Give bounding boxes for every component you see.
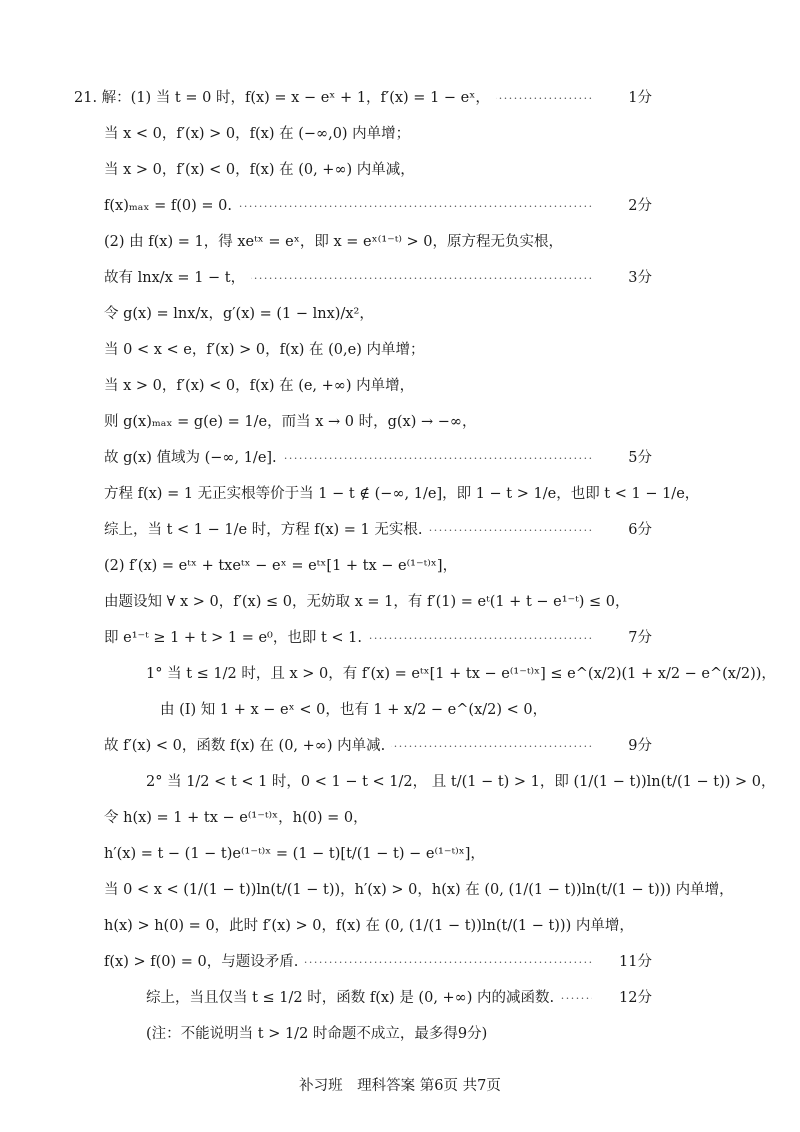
solution-line-22 — [104, 844, 652, 864]
line-text: f(x) > f(0) = 0，与题设矛盾. — [104, 954, 304, 970]
solution-line-19 — [104, 736, 652, 756]
solution-line-26 — [146, 988, 652, 1008]
line-text: 即 e¹⁻ᵗ ≥ 1 + t > 1 = e⁰，也即 t < 1. — [104, 630, 368, 646]
score-label: 1分 — [622, 88, 652, 108]
solution-line-6 — [104, 268, 652, 288]
line-text: 当 0 < x < (1/(1 − t))ln(t/(1 − t))，h′(x) > 0，h(x) 在 (0, (1/(1 − t))ln(t/(1 − t))) 内单增， — [104, 882, 740, 898]
page-footer: 补习班 理科答案 第6页 共7页 — [299, 1078, 501, 1094]
solution-line-1 — [74, 88, 652, 108]
line-text: h′(x) = t − (1 − t)e⁽¹⁻ᵗ⁾ˣ = (1 − t)[t/(1 − t) − e⁽¹⁻ᵗ⁾ˣ]， — [104, 846, 491, 862]
line-text: 故 f′(x) < 0，函数 f(x) 在 (0, +∞) 内单减. — [104, 738, 391, 754]
line-text: 2° 当 1/2 < t < 1 时，0 < 1 − t < 1/2， 且 t/(1 − t) > 1，即 (1/(1 − t))ln(t/(1 − t)) > 0， — [146, 774, 782, 790]
score-label: 3分 — [622, 268, 652, 288]
line-text: 当 0 < x < e，f′(x) > 0，f(x) 在 (0,e) 内单增； — [104, 342, 431, 358]
solution-line-5 — [104, 232, 652, 252]
solution-line-8 — [104, 340, 652, 360]
line-text: 当 x < 0，f′(x) > 0，f(x) 在 (−∞,0) 内单增； — [104, 126, 416, 142]
score-label: 5分 — [622, 448, 652, 468]
line-text: 当 x > 0，f′(x) < 0，f(x) 在 (0, +∞) 内单减， — [104, 162, 421, 178]
solution-line-20 — [146, 772, 776, 792]
score-label: 2分 — [622, 196, 652, 216]
line-text: h(x) > h(0) = 0，此时 f′(x) > 0，f(x) 在 (0, (1/(1 − t))ln(t/(1 − t))) 内单增， — [104, 918, 640, 934]
solution-line-17 — [146, 664, 776, 684]
solution-line-24 — [104, 916, 652, 936]
solution-line-2 — [104, 124, 652, 144]
score-label: 7分 — [622, 628, 652, 648]
line-text: (2) 由 f(x) = 1，得 xeᵗˣ = eˣ，即 x = eˣ⁽¹⁻ᵗ⁾ > 0，原方程无负实根， — [104, 234, 569, 250]
line-text: 令 h(x) = 1 + tx − e⁽¹⁻ᵗ⁾ˣ，h(0) = 0， — [104, 810, 374, 826]
line-text: 则 g(x)ₘₐₓ = g(e) = 1/e，而当 x → 0 时，g(x) → −∞， — [104, 414, 482, 430]
line-text: 综上，当且仅当 t ≤ 1/2 时，函数 f(x) 是 (0, +∞) 内的减函数. — [146, 990, 560, 1006]
line-text: 令 g(x) = lnx/x，g′(x) = (1 − lnx)/x²， — [104, 306, 380, 322]
solution-line-12 — [104, 484, 700, 504]
line-text: 当 x > 0，f′(x) < 0，f(x) 在 (e, +∞) 内单增， — [104, 378, 420, 394]
score-label: 6分 — [622, 520, 652, 540]
line-text: f(x)ₘₐₓ = f(0) = 0. — [104, 198, 238, 214]
line-text: 故 g(x) 值域为 (−∞, 1/e]. — [104, 450, 283, 466]
solution-line-3 — [104, 160, 652, 180]
solution-line-9 — [104, 376, 652, 396]
line-text: 1° 当 t ≤ 1/2 时，且 x > 0，有 f′(x) = eᵗˣ[1 + tx − e⁽¹⁻ᵗ⁾ˣ] ≤ e^(x/2)(1 + x/2 − e^(x/2))， — [146, 666, 782, 682]
line-text: 方程 f(x) = 1 无正实根等价于当 1 − t ∉ (−∞, 1/e]，即 1 − t > 1/e，也即 t < 1 − 1/e， — [104, 486, 705, 502]
line-text: 故有 lnx/x = 1 − t， — [104, 270, 251, 286]
score-label: 11分 — [613, 952, 652, 972]
line-text: (注：不能说明当 t > 1/2 时命题不成立，最多得9分) — [146, 1026, 493, 1042]
solution-line-10 — [104, 412, 652, 432]
line-text: 由 (Ⅰ) 知 1 + x − eˣ < 0，也有 1 + x/2 − e^(x/2) < 0， — [160, 702, 553, 718]
line-text: 由题设知 ∀ x > 0，f′(x) ≤ 0，无妨取 x = 1，有 f′(1) = eᵗ(1 + t − e¹⁻ᵗ) ≤ 0， — [104, 594, 636, 610]
solution-line-11 — [104, 448, 652, 468]
score-label: 9分 — [622, 736, 652, 756]
line-text: (2) f′(x) = eᵗˣ + txeᵗˣ − eˣ = eᵗˣ[1 + tx − e⁽¹⁻ᵗ⁾ˣ]， — [104, 558, 463, 574]
line-text: 21. 解：(1) 当 t = 0 时，f(x) = x − eˣ + 1，f′(x) = 1 − eˣ， — [74, 90, 496, 106]
solution-line-13 — [104, 520, 652, 540]
solution-line-7 — [104, 304, 652, 324]
solution-line-23 — [104, 880, 734, 900]
solution-line-18 — [160, 700, 652, 720]
solution-line-4 — [104, 196, 652, 216]
solution-line-21 — [104, 808, 652, 828]
solution-line-15 — [104, 592, 652, 612]
solution-line-25 — [104, 952, 652, 972]
solution-line-16 — [104, 628, 652, 648]
solution-line-27 — [146, 1024, 652, 1044]
score-label: 12分 — [613, 988, 652, 1008]
line-text: 综上，当 t < 1 − 1/e 时，方程 f(x) = 1 无实根. — [104, 522, 428, 538]
solution-line-14 — [104, 556, 652, 576]
